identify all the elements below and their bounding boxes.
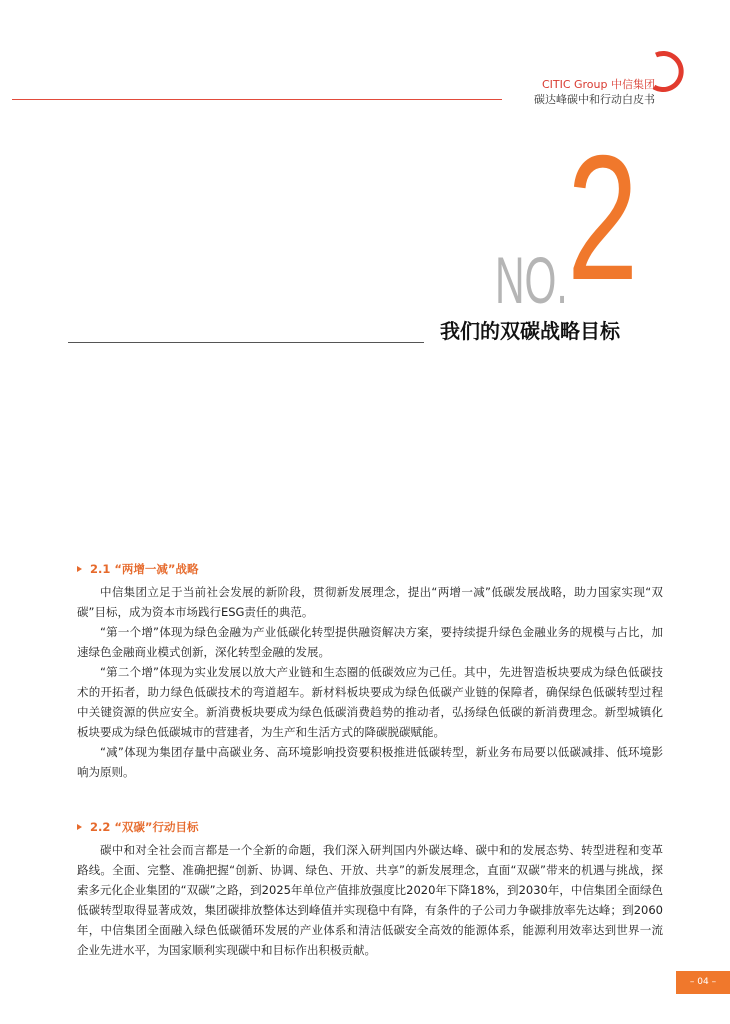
section-heading-text: 2.1 “两增一减”战略 — [90, 562, 199, 576]
header-rule — [12, 99, 502, 100]
brand-name: CITIC Group 中信集团 — [541, 78, 655, 91]
paragraph: “第一个增”体现为绿色金融为产业低碳化转型提供融资解决方案，要持续提升绿色金融业务的规模与占比，加速绿色金融商业模式创新，深化转型金融的发展。 — [77, 625, 663, 659]
paragraph: 碳中和对全社会而言都是一个全新的命题，我们深入研判国内外碳达峰、碳中和的发展态势、转型进程和变革路线。全面、完整、准确把握“创新、协调、绿色、开放、共享”的新发展理念，直面“双碳”带来的机遇与挑战，探索多元化企业集团的“双碳”之路，到2025年单位产值排放强度比2020年下降18%，到2030年，中信集团全面绿色低碳转型取得显著成效，集团碳排放整体达到峰值并实现稳中有降，有条件的子公司力争碳排放率先达峰；到2060年，中信集团全面融入绿色低碳循环发展的产业体系和清洁低碳安全高效的能源体系，能源利用效率达到世界一流企业先进水平，为国家顺利实现碳中和目标作出积极贡献。 — [77, 843, 663, 957]
chapter-title: 我们的双碳战略目标 — [440, 319, 620, 343]
page-number: – 04 – — [676, 971, 730, 994]
paragraph: “第二个增”体现为实业发展以放大产业链和生态圈的低碳效应为己任。其中，先进智造板块要成为绿色低碳技术的开拓者，助力绿色低碳技术的弯道超车。新材料板块要成为绿色低碳产业链的保障者，确保绿色低碳转型过程中关键资源的供应安全。新消费板块要成为绿色低碳消费趋势的推动者，弘扬绿色低碳的新消费理念。新型城镇化板块要成为绿色低碳城市的营建者，为生产和生活方式的降碳脱碳赋能。 — [77, 665, 663, 739]
section-heading-text: 2.2 “双碳”行动目标 — [90, 820, 199, 834]
citic-logo-icon — [648, 47, 688, 99]
document-title: 碳达峰碳中和行动白皮书 — [534, 93, 655, 106]
bullet-arrow-icon — [77, 566, 82, 572]
chapter-prefix: NO. — [495, 243, 568, 317]
paragraph: “减”体现为集团存量中高碳业务、高环境影响投资要积极推进低碳转型，新业务布局要以低碳减排、低环境影响为原则。 — [77, 745, 663, 779]
section-spacer — [77, 782, 663, 818]
section-heading-2-1 — [77, 560, 663, 578]
bullet-arrow-icon — [77, 824, 82, 830]
body-content — [77, 560, 663, 960]
paragraph: 中信集团立足于当前社会发展的新阶段，贯彻新发展理念，提出“两增一减”低碳发展战略，助力国家实现“双碳”目标，成为资本市场践行ESG责任的典范。 — [77, 585, 663, 619]
title-rule — [68, 342, 424, 343]
chapter-number: 2 — [567, 118, 639, 317]
section-heading-2-2 — [77, 818, 663, 836]
